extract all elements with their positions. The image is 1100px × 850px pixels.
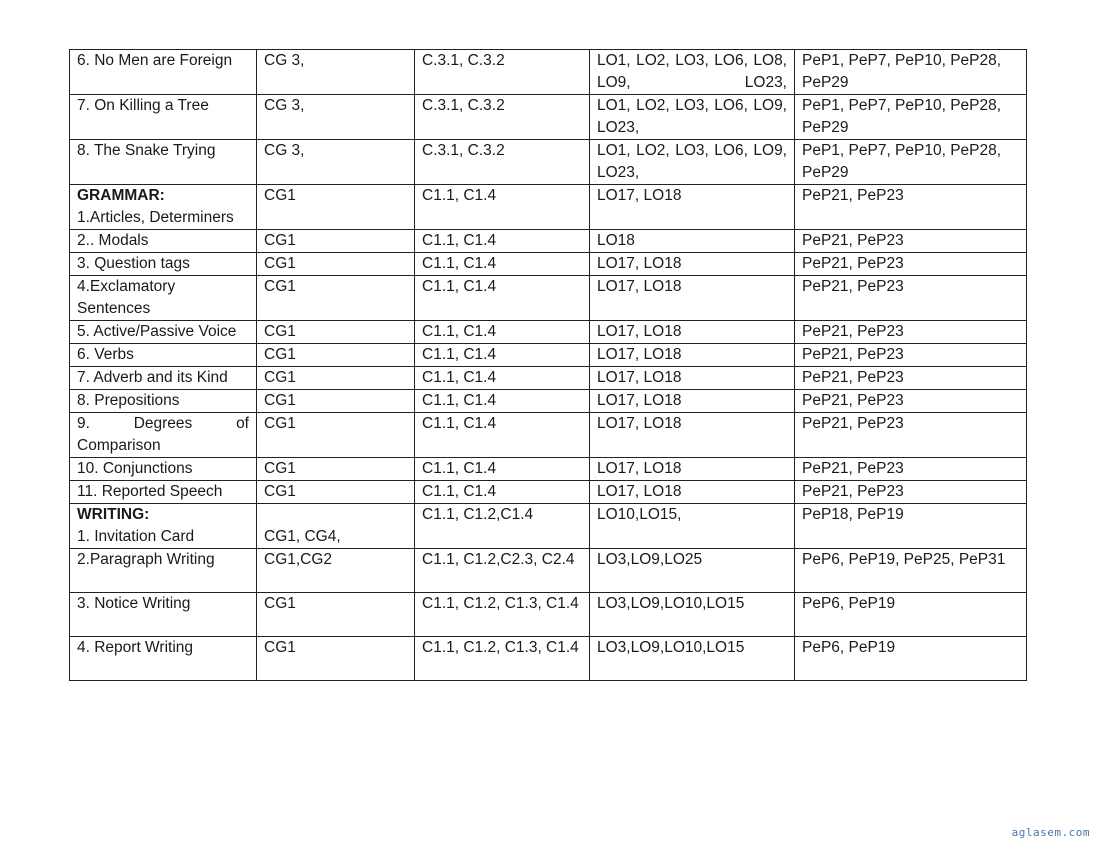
cg-cell: CG1 <box>257 390 415 413</box>
cg-cell: CG1 <box>257 321 415 344</box>
competency-cell: C1.1, C1.4 <box>415 253 590 276</box>
topic-label: 1. Invitation Card <box>77 528 195 545</box>
table-row <box>70 344 1027 367</box>
topic-cell: 3. Notice Writing <box>70 593 257 637</box>
pep-cell: PeP21, PeP23 <box>795 367 1027 390</box>
pep-cell: PeP1, PeP7, PeP10, PeP28, PeP29 <box>795 140 1027 185</box>
pep-cell: PeP21, PeP23 <box>795 481 1027 504</box>
topic-cell: 7. On Killing a Tree <box>70 95 257 140</box>
topic-cell: 6. Verbs <box>70 344 257 367</box>
competency-cell: C1.1, C1.4 <box>415 344 590 367</box>
topic-cell <box>70 185 257 230</box>
learning-outcome-cell: LO3,LO9,LO25 <box>590 549 795 593</box>
topic-cell: 3. Question tags <box>70 253 257 276</box>
section-heading-grammar: GRAMMAR: <box>77 187 165 204</box>
table-row <box>70 593 1027 637</box>
table-row <box>70 276 1027 321</box>
cg-cell: CG1, CG4, <box>257 504 415 549</box>
learning-outcome-cell: LO17, LO18 <box>590 344 795 367</box>
table-row <box>70 549 1027 593</box>
competency-cell: C1.1, C1.4 <box>415 413 590 458</box>
competency-cell: C1.1, C1.4 <box>415 185 590 230</box>
pep-cell: PeP21, PeP23 <box>795 413 1027 458</box>
pep-cell: PeP18, PeP19 <box>795 504 1027 549</box>
cg-cell: CG 3, <box>257 95 415 140</box>
learning-outcome-cell: LO3,LO9,LO10,LO15 <box>590 637 795 681</box>
learning-outcome-cell: LO17, LO18 <box>590 458 795 481</box>
learning-outcome-cell: LO17, LO18 <box>590 253 795 276</box>
cg-cell: CG1 <box>257 367 415 390</box>
learning-outcome-cell: LO1, LO2, LO3, LO6, LO9, LO23, <box>590 140 795 185</box>
topic-cell: 4.Exclamatory Sentences <box>70 276 257 321</box>
cg-cell: CG1 <box>257 253 415 276</box>
pep-cell: PeP21, PeP23 <box>795 230 1027 253</box>
topic-cell: 5. Active/Passive Voice <box>70 321 257 344</box>
learning-outcome-cell: LO17, LO18 <box>590 481 795 504</box>
topic-cell: 8. Prepositions <box>70 390 257 413</box>
competency-cell: C1.1, C1.2,C1.4 <box>415 504 590 549</box>
cg-cell: CG1 <box>257 593 415 637</box>
competency-cell: C1.1, C1.4 <box>415 230 590 253</box>
learning-outcome-cell: LO17, LO18 <box>590 276 795 321</box>
pep-cell: PeP21, PeP23 <box>795 253 1027 276</box>
table-row <box>70 140 1027 185</box>
table-row <box>70 185 1027 230</box>
cg-cell: CG 3, <box>257 50 415 95</box>
competency-cell: C.3.1, C.3.2 <box>415 95 590 140</box>
topic-cell: 6. No Men are Foreign <box>70 50 257 95</box>
learning-outcome-cell: LO1, LO2, LO3, LO6, LO8, LO9, LO23, <box>590 50 795 95</box>
pep-cell: PeP1, PeP7, PeP10, PeP28, PeP29 <box>795 95 1027 140</box>
table-row <box>70 321 1027 344</box>
table-row <box>70 50 1027 95</box>
learning-outcome-cell: LO17, LO18 <box>590 321 795 344</box>
competency-cell: C.3.1, C.3.2 <box>415 50 590 95</box>
section-heading-writing: WRITING: <box>77 506 150 523</box>
table-row <box>70 504 1027 549</box>
cg-cell: CG1 <box>257 276 415 321</box>
pep-cell: PeP6, PeP19 <box>795 637 1027 681</box>
learning-outcome-cell: LO1, LO2, LO3, LO6, LO9, LO23, <box>590 95 795 140</box>
table-row <box>70 367 1027 390</box>
cg-cell: CG1 <box>257 481 415 504</box>
pep-cell: PeP21, PeP23 <box>795 185 1027 230</box>
competency-cell: C1.1, C1.4 <box>415 367 590 390</box>
pep-cell: PeP21, PeP23 <box>795 458 1027 481</box>
learning-outcome-cell: LO10,LO15, <box>590 504 795 549</box>
competency-cell: C1.1, C1.2, C1.3, C1.4 <box>415 637 590 681</box>
competency-cell: C1.1, C1.4 <box>415 458 590 481</box>
table-row <box>70 637 1027 681</box>
cg-cell: CG1 <box>257 344 415 367</box>
pep-cell: PeP21, PeP23 <box>795 321 1027 344</box>
competency-cell: C1.1, C1.4 <box>415 481 590 504</box>
topic-cell: 2.. Modals <box>70 230 257 253</box>
table-row <box>70 95 1027 140</box>
table-row <box>70 390 1027 413</box>
pep-cell: PeP21, PeP23 <box>795 344 1027 367</box>
topic-cell: 8. The Snake Trying <box>70 140 257 185</box>
learning-outcome-cell: LO3,LO9,LO10,LO15 <box>590 593 795 637</box>
watermark-text: aglasem.com <box>1011 826 1090 839</box>
pep-cell: PeP21, PeP23 <box>795 390 1027 413</box>
learning-outcome-cell: LO17, LO18 <box>590 367 795 390</box>
pep-cell: PeP1, PeP7, PeP10, PeP28, PeP29 <box>795 50 1027 95</box>
competency-cell: C1.1, C1.4 <box>415 276 590 321</box>
table-row <box>70 230 1027 253</box>
learning-outcome-cell: LO17, LO18 <box>590 413 795 458</box>
topic-cell <box>70 504 257 549</box>
competency-cell: C1.1, C1.2,C2.3, C2.4 <box>415 549 590 593</box>
table-row <box>70 458 1027 481</box>
competency-cell: C1.1, C1.2, C1.3, C1.4 <box>415 593 590 637</box>
curriculum-table <box>69 49 1027 681</box>
topic-cell: 9. Degrees of Comparison <box>70 413 257 458</box>
cg-cell: CG1 <box>257 637 415 681</box>
cg-cell: CG1 <box>257 413 415 458</box>
topic-cell: 11. Reported Speech <box>70 481 257 504</box>
topic-cell: 2.Paragraph Writing <box>70 549 257 593</box>
learning-outcome-cell: LO18 <box>590 230 795 253</box>
competency-cell: C1.1, C1.4 <box>415 390 590 413</box>
topic-cell: 4. Report Writing <box>70 637 257 681</box>
cg-cell: CG 3, <box>257 140 415 185</box>
cg-cell: CG1,CG2 <box>257 549 415 593</box>
learning-outcome-cell: LO17, LO18 <box>590 185 795 230</box>
topic-cell: 10. Conjunctions <box>70 458 257 481</box>
competency-cell: C1.1, C1.4 <box>415 321 590 344</box>
table-row <box>70 481 1027 504</box>
cg-cell: CG1 <box>257 458 415 481</box>
cg-cell: CG1 <box>257 185 415 230</box>
table-row <box>70 253 1027 276</box>
cg-cell: CG1 <box>257 230 415 253</box>
topic-cell: 7. Adverb and its Kind <box>70 367 257 390</box>
pep-cell: PeP21, PeP23 <box>795 276 1027 321</box>
learning-outcome-cell: LO17, LO18 <box>590 390 795 413</box>
competency-cell: C.3.1, C.3.2 <box>415 140 590 185</box>
topic-label: 1.Articles, Determiners <box>77 209 234 226</box>
pep-cell: PeP6, PeP19, PeP25, PeP31 <box>795 549 1027 593</box>
table-row <box>70 413 1027 458</box>
pep-cell: PeP6, PeP19 <box>795 593 1027 637</box>
